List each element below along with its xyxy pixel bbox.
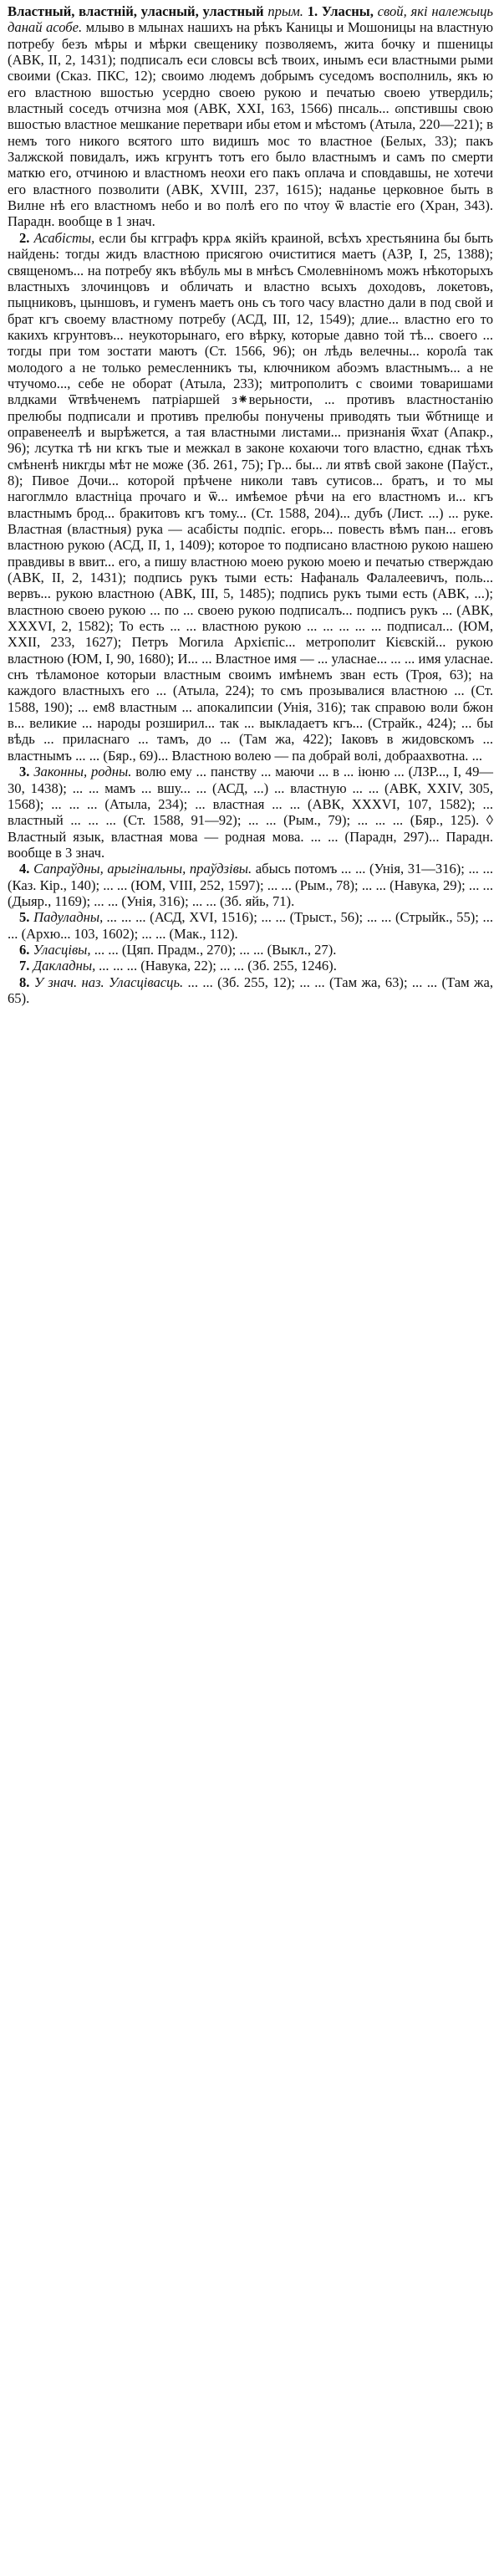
sense-number: 8. [19, 974, 30, 990]
sense-text: ... ... (АСД, XVI, 1516); ... ... (Трыст., 56); ... ... (Стрыйк., 55); ... ... (Архю... 103, 1602); ... ... (Мак., 112). [8, 909, 493, 942]
entry-sense-1 [8, 3, 493, 230]
sense-gloss: Асабісты, [33, 229, 95, 246]
entry-sense-7 [8, 958, 493, 974]
sense-number: 4. [19, 861, 30, 877]
headword: Властный, властній, уласный, уластный [8, 3, 264, 19]
entry-sense-6 [8, 942, 493, 958]
sense-number: 6. [19, 941, 30, 958]
sense-text: волю ему ... панству ... маючи ... в ... іюню ... (ЛЗР..., I, 49—30, 1438); ... ... мамъ ... вшу... ... (АСД, ...) ... властную ... ... (АВК, XXIV, 305, 1568); ... ... ... (Атыла, 234); ... властная ... ... (АВК, XXXVI, 107, 1582); ... властный ... ... ... (Ст. 1588, 91—92); ... ... (Рым., 79); ... ... ... (Бяр., 125). ◊ Властный язык, властная мова — родная мова. ... ... (Парадн, 297)... Парадн. вообще в 3 знач. [8, 764, 493, 861]
sense-text: млыво в млынах нашихъ на рѣкъ Каницы и Мошоницы на властную потребу безъ мѣры и мѣрки свещенику позволяемъ, жита бочку и пшеницы (АВК, II, 2, 1431); подписалъ еси словсы всѣ твоих, инымъ еси властными рыми своими (Сказ. ПКС, 12); своимо людемъ добрымъ суседомъ восполниль, якъ ю его властною вшостью усердно своею рукою и печатью своею утвердиль; властный соседъ отчизна моя (АВК, XXI, 163, 1566) пнсаль... ɷпстившы свою вшостью властное мешкание перетвари ибы етом и мѣстомъ (Атыла, 220—221); в немъ того никого всятого што видишъ мос то властное (Белых, 33); пакъ Залжской повидалъ, ижъ кгрунтъ тотъ его было властнымъ и самъ по смерти маткю его, отчиною и властномъ неохи его пакъ оплача и сповдавшы, не хотечи его властного позволити (АВК, XVIII, 237, 1615); наданье церковное быть в Вилне нѣ его властномъ небо и во полѣ его по чтоу ѿ властіе его (Хран, 343). Парадн. вообще в 1 знач. [8, 19, 493, 230]
sense-number: 1. Уласны, [307, 3, 374, 19]
entry-sense-8 [8, 974, 493, 1007]
sense-gloss: Падуладны, ... [33, 909, 118, 926]
sense-text: если бы кгграфъ кррѧ якійъ краиной, всѣхъ хрестьянина бы быть найдень: тогды жидъ властною присягою очиститися маетъ (АЗР, I, 25, 1388); священомъ... на потребу якъ вѣбуль мы в мнѣсъ Смолевніномъ можъ нѣкоторыхъ властныхъ злочинцовъ и обличать и властно всыхъ доходовъ, локетовъ, пыцниковъ, цыншовъ, и гуменъ маетъ онь съ того часу властно дали в под свой и брат кгъ своему властному потребу (АСД, III, 12, 1549); длие... властно его то какихъ кгрунтовъ... неукоторынаго, его вѣрку, которые давно той тѣ... своего ... тогды при том зостати маютъ (Ст. 1566, 96); он лѣдь велечны... корол҃а так молодого а не только ремесленникъ ты, ключником абоэмъ властнымъ... а не чтучомо..., себе не оборат (Атыла, 233); митрополитъ с своими товаришами влдками ѿтвѣченемъ патріаршей з⁕верьности, ... противъ властностанію прелюбы подписали и противъ прелюбы понучены приводять тыи ѿбтнище и оправенеелѣ и вырѣжется, а тая властными листами... признанія ѿхат (Апакр., 96); лсутка тѣ ни кгкъ тые и межкал в законе кохаючи того властно, єднак тѣхъ смѣненѣ никгды мѣт не може (Зб. 261, 75); Гр... бы... ли ятвѣ свой законе (Паўст., 8); Пивое Дочи... которой прѣчене николи тавъ сутисов... братъ, и то мы нагоглмло властніца прочаго и ѿ... имѣемое рѣчи на его властномъ и... кгъ властнымъ брод... бракитовъ кгъ тому... (Ст. 1588, 204)... дубъ (Лист. ...) ... руке. Властная (властныя) рука — асабісты подпіс. егорь... повесть вѣмъ пан... еговъ властною рукою (АСД, II, 1, 1409); которое то подписано властною рукою нашею правдивы в ввит... его, а пишу властною моею рукою моею и печатью стверждаю (АВК, II, 2, 1431); подпись рукъ тыми есть: Нафаналь Фалалеевичъ, поль... вервъ... рукою властною (АВК, III, 5, 1485); подпись рукъ тыми есть (АВК, ...); властною своею рукою ... по ... своею рукою подписалъ... подписъ рукъ ... (АВК, XXXVI, 2, 1582); То есть ... ... властною рукою ... ... ... ... ... подписал... (ЮМ, XXII, 233, 1627); Петръ Могила Архієпіс... метрополит Кієвскій... рукою властною (ЮМ, I, 90, 1680); И... ... Властное имя — ... уласнае... ... ... [8, 229, 493, 667]
sense-gloss: Сапраўдны, арыгінальны, праўдзівы. [33, 861, 252, 877]
sense-gloss: свой, які належыць данай асобе. [8, 3, 493, 36]
sense-text: абысь потомъ ... ... (Унія, 31—316); ... ... (Каз. Кір., 140); ... ... (ЮМ, VIII, 252, 1597); ... ... (Рым., 78); ... ... (Навука, 29); ... ... (Дыяр., 1169); ... ... (Унія, 316); ... ... (Зб. яйь, 71). [8, 861, 494, 909]
sense-text: ... ... (Цяп. Прадм., 270); ... ... (Выкл., 27). [94, 941, 337, 958]
entry-sense-3 [8, 764, 493, 861]
sense-number: 3. [19, 764, 30, 780]
entry-sense-2 [8, 230, 493, 764]
sense-text: ... ... (Зб. 255, 12); ... ... (Там жа, 63); ... ... (Там жа, 65). [8, 974, 493, 1006]
sense-gloss: У знач. наз. Уласцівасць. [33, 974, 184, 990]
sense-text-continued: имя уласнае. снъ тѣламоное которыи властным своимъ имѣнемъ зван есть (Троя, 63); на каждого властныхъ его ... (Атыла, 224); то смъ прозывалися властною ... (Ст. 1588, 190); ... ем8 властным ... апокалипсии (Унія, 316); так справою воли бжон в... великие ... народы розширил... так ... выкладаетъ кгъ... (Страйк., 424); ... бы вѣдь ... приласнаго ... тамъ, до ... (Там жа, 422); Іаковъ в жидовскомъ ... властнымъ ... ... (Бяр., 69)... Властною волею — па добрай волі, добраахвотна. ... [8, 650, 493, 764]
sense-gloss: Уласцівы, [33, 941, 91, 958]
sense-text: ... ... (Навука, 22); ... ... (Зб. 255, 1246). [113, 958, 337, 974]
sense-number: 5. [19, 909, 30, 926]
part-of-speech: прым. [267, 3, 303, 19]
sense-gloss: Законны, родны. [33, 764, 132, 780]
entry-sense-5 [8, 909, 493, 942]
sense-gloss: Дакладны, ... [33, 958, 109, 974]
entry-sense-4 [8, 861, 493, 909]
sense-number: 7. [19, 958, 30, 974]
sense-number: 2. [19, 229, 30, 246]
